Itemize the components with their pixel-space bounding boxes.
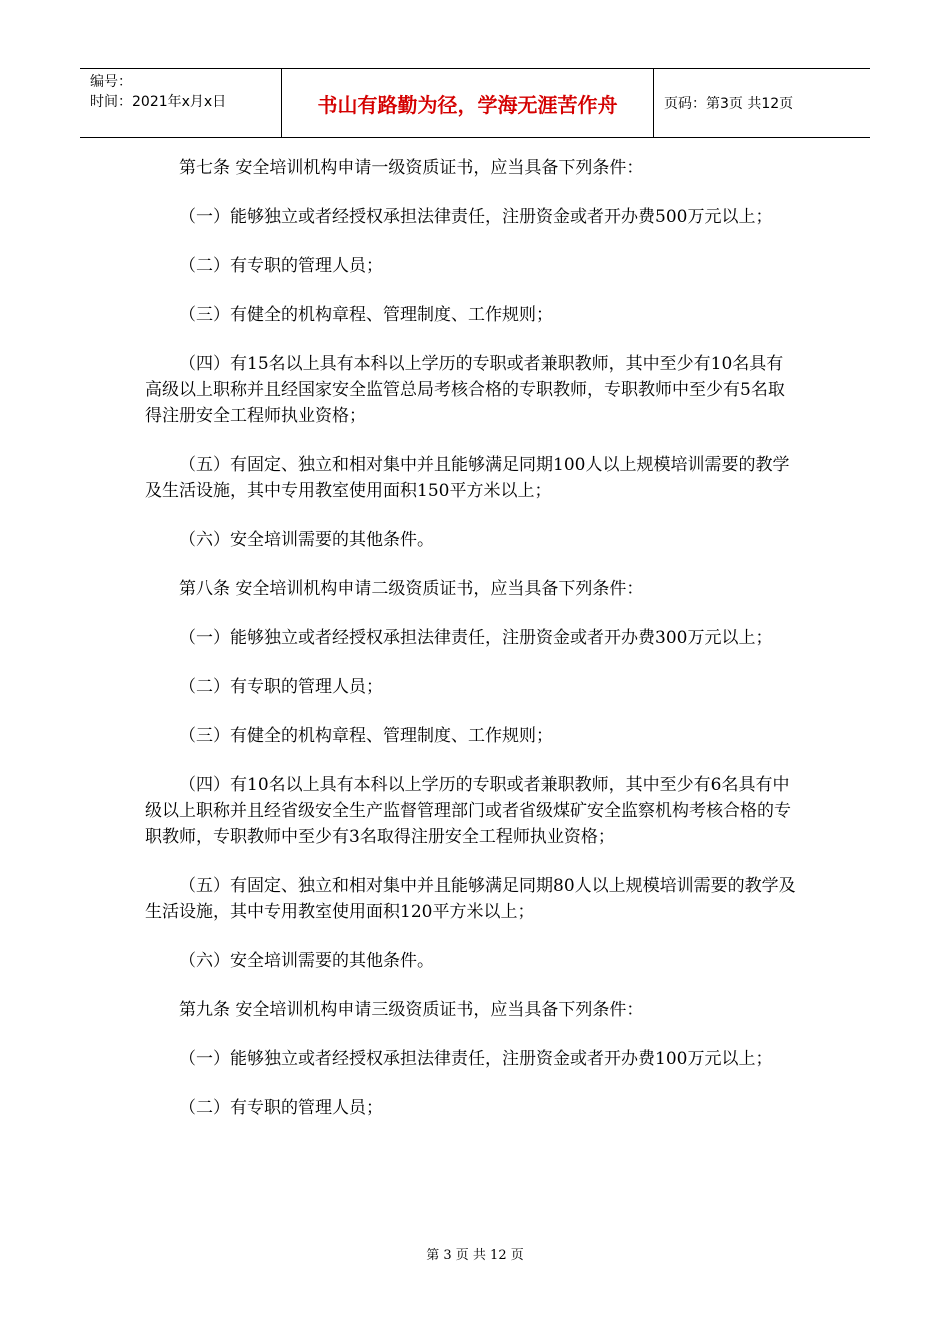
article-8-heading: 第八条 安全培训机构申请二级资质证书，应当具备下列条件： xyxy=(179,579,644,599)
clause-paragraph: （一）能够独立或者经授权承担法律责任，注册资金或者开办费100万元以上； xyxy=(179,1049,773,1069)
article-9-heading: 第九条 安全培训机构申请三级资质证书，应当具备下列条件： xyxy=(179,1000,644,1020)
document-body xyxy=(145,155,800,1121)
clause-paragraph: （四）有10名以上具有本科以上学历的专职或者兼职教师，其中至少有6名具有中级以上职称并且经省级安全生产监督管理部门或者省级煤矿安全监察机构考核合格的专职教师，专职教师中至少有3名取得注册安全工程师执业资格； xyxy=(145,775,791,847)
document-time-label: 时间：2021年x月x日 xyxy=(90,94,227,110)
document-header xyxy=(80,68,870,138)
clause-paragraph: （三）有健全的机构章程、管理制度、工作规则； xyxy=(179,305,553,325)
clause-paragraph: （六）安全培训需要的其他条件。 xyxy=(179,530,434,550)
header-meta xyxy=(80,69,282,137)
header-page-info: 页码：第3页 共12页 xyxy=(664,96,794,112)
clause-paragraph: （四）有15名以上具有本科以上学历的专职或者兼职教师，其中至少有10名具有高级以上职称并且经国家安全监管总局考核合格的专职教师，专职教师中至少有5名取得注册安全工程师执业资格； xyxy=(145,354,785,426)
clause-paragraph: （六）安全培训需要的其他条件。 xyxy=(179,951,434,971)
header-motto: 书山有路勤为径，学海无涯苦作舟 xyxy=(282,69,654,137)
clause-paragraph: （一）能够独立或者经授权承担法律责任，注册资金或者开办费500万元以上； xyxy=(179,207,773,227)
clause-paragraph: （二）有专职的管理人员； xyxy=(179,256,383,276)
page-footer: 第 3 页 共 12 页 xyxy=(426,1248,524,1263)
article-7-heading: 第七条 安全培训机构申请一级资质证书，应当具备下列条件： xyxy=(179,158,644,178)
clause-paragraph: （一）能够独立或者经授权承担法律责任，注册资金或者开办费300万元以上； xyxy=(179,628,773,648)
clause-paragraph: （三）有健全的机构章程、管理制度、工作规则； xyxy=(179,726,553,746)
clause-paragraph: （五）有固定、独立和相对集中并且能够满足同期80人以上规模培训需要的教学及生活设施，其中专用教室使用面积120平方米以上； xyxy=(145,876,796,922)
clause-paragraph: （五）有固定、独立和相对集中并且能够满足同期100人以上规模培训需要的教学及生活设施，其中专用教室使用面积150平方米以上； xyxy=(145,455,790,501)
document-number-label: 编号： xyxy=(90,74,132,90)
clause-paragraph: （二）有专职的管理人员； xyxy=(179,1098,383,1118)
clause-paragraph: （二）有专职的管理人员； xyxy=(179,677,383,697)
